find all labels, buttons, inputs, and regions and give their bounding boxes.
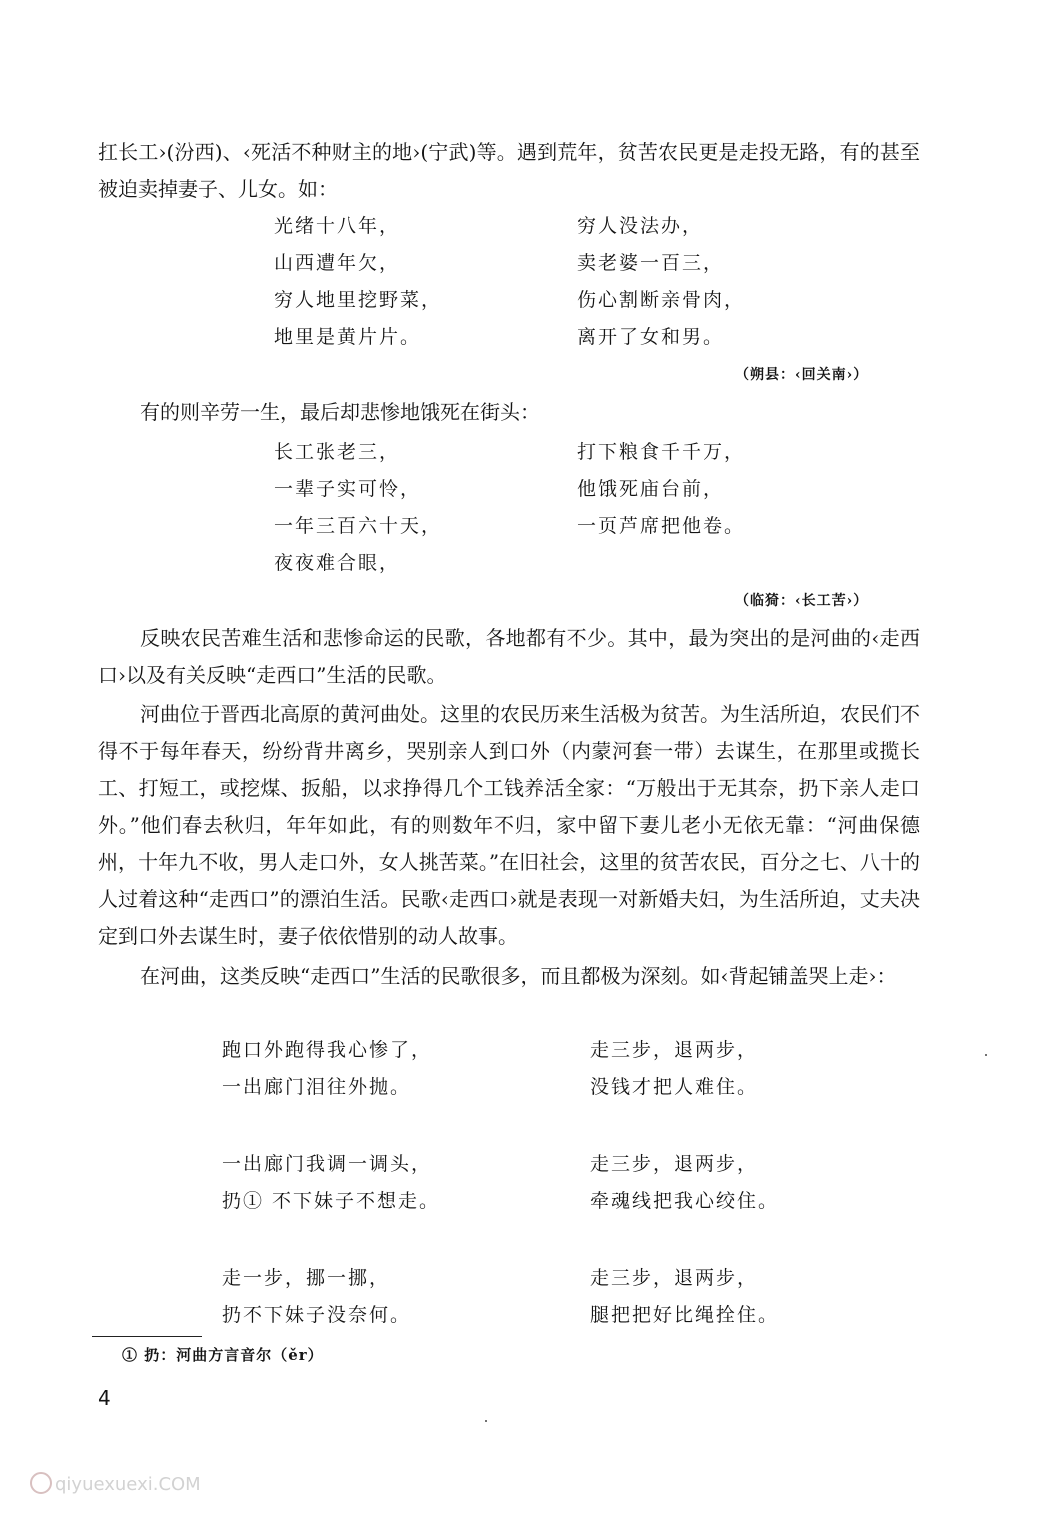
paragraph-4: 河曲位于晋西北高原的黄河曲处。这里的农民历来生活极为贫苦。为生活所迫，农民们不得不于每年春天，纷纷背井离乡，哭别亲人到口外（内蒙河套一带）去谋生，在那里或揽长工、打短工，或挖煤、扳船，以求挣得几个工钱养活全家：“万般出于无其奈，扔下亲人走口外。”他们春去秋归，年年如此，有的则数年不归，家中留下妻儿老小无依无靠：“河曲保德州，十年九不收，男人走口外，女人挑苦菜。”在旧社会，这里的贫苦农民，百分之七、八十的人过着这种“走西口”的漂泊生活。民歌‹走西口›就是表现一对新婚夫妇，为生活所迫，丈夫决定到口外去谋生时，妻子依依惜别的动人故事。 [98, 702, 920, 948]
song1-source: （朔县：‹回关南›） [735, 367, 869, 383]
song3-stanza2-right [590, 1146, 779, 1220]
footnote-rule [92, 1336, 202, 1337]
verse-line: 他饿死庙台前， [577, 478, 725, 500]
song1-left-column [274, 208, 442, 356]
verse-line: 跑口外跑得我心惨了， [222, 1039, 433, 1061]
song2-left-column [274, 434, 442, 582]
verse-line: 一出廊门我调一调头， [222, 1153, 433, 1175]
verse-line: 穷人没法办， [577, 215, 704, 237]
verse-line: 走三步，退两步， [590, 1267, 759, 1289]
song3-stanza3-left [222, 1260, 411, 1334]
song2-right-column [577, 434, 745, 545]
verse-line: 一年三百六十天， [274, 515, 443, 537]
verse-line: 长工张老三， [274, 441, 401, 463]
watermark-text: qiyuexuexi.COM [55, 1474, 201, 1495]
verse-line: 走一步，挪一挪， [222, 1267, 391, 1289]
paragraph-5: 在河曲，这类反映“走西口”生活的民歌很多，而且都极为深刻。如‹背起铺盖哭上走›： [140, 964, 897, 988]
scan-speck [985, 1054, 987, 1056]
verse-line: 牵魂线把我心绞住。 [590, 1190, 780, 1212]
verse-line: 扔不下妹子没奈何。 [222, 1304, 412, 1326]
verse-line: 山西遭年欠， [274, 252, 401, 274]
song3-stanza1-left [222, 1032, 432, 1106]
song1-right-column [577, 208, 745, 356]
song3-stanza3-right [590, 1260, 779, 1334]
paragraph-3: 反映农民苦难生活和悲惨命运的民歌，各地都有不少。其中，最为突出的是河曲的‹走西口›以及有关反映“走西口”生活的民歌。 [98, 626, 920, 687]
verse-line: 一页芦席把他卷。 [577, 515, 746, 537]
paragraph-1: 扛长工›(汾西)、‹死活不种财主的地›(宁武)等。遇到荒年，贫苦农民更是走投无路，有的甚至被迫卖掉妻子、儿女。如： [98, 140, 920, 201]
paragraph-2: 有的则辛劳一生，最后却悲惨地饿死在街头： [140, 400, 540, 424]
verse-line: 离开了女和男。 [577, 326, 725, 348]
watermark [30, 1472, 201, 1495]
song3-stanza1-right [590, 1032, 758, 1106]
song2-source: （临猗：‹长工苦›） [735, 593, 869, 609]
verse-line: 走三步，退两步， [590, 1153, 759, 1175]
verse-line: 伤心割断亲骨肉， [577, 289, 746, 311]
watermark-logo-icon [30, 1472, 52, 1494]
verse-line: 地里是黄片片。 [274, 326, 422, 348]
verse-line: 没钱才把人难住。 [590, 1076, 759, 1098]
verse-line: 夜夜难合眼， [274, 552, 401, 574]
verse-line: 走三步，退两步， [590, 1039, 759, 1061]
footnote: ① 扔：河曲方言音尔（ěr） [122, 1346, 324, 1364]
page-number: 4 [98, 1386, 111, 1410]
verse-line: 腿把把好比绳拴住。 [590, 1304, 780, 1326]
verse-line: 一出廊门泪往外抛。 [222, 1076, 412, 1098]
verse-line: 穷人地里挖野菜， [274, 289, 443, 311]
verse-line: 一辈子实可怜， [274, 478, 422, 500]
scan-speck [485, 1420, 487, 1422]
verse-line: 光绪十八年， [274, 215, 401, 237]
verse-line: 扔① 不下妹子不想走。 [222, 1190, 441, 1212]
verse-line: 卖老婆一百三， [577, 252, 725, 274]
song3-stanza2-left [222, 1146, 440, 1220]
verse-line: 打下粮食千千万， [577, 441, 746, 463]
